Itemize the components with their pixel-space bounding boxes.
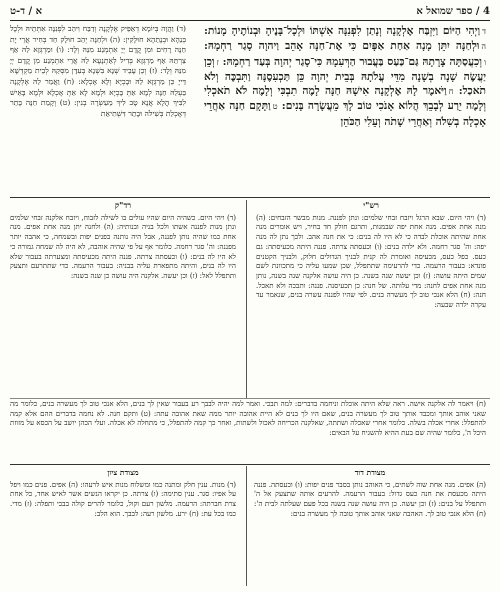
column-separator bbox=[246, 466, 247, 586]
radak-title: רד"ק bbox=[114, 201, 132, 210]
section-divider bbox=[10, 197, 490, 198]
radak-column bbox=[10, 201, 236, 397]
column-separator bbox=[246, 200, 247, 398]
metzudat-tzion-text: (ד) מנות. ענין חלק ומתנה כמו ומשלוח מנות איש לרעהו: (ה) אפים. פנים כמו ויפל על אפיו: סגר. ענין סתימה: (ו) צרתה. כן יקראו הנשים אשר לאיש אחד, כל אחת צרת חברתה: הרעמה. מלשון רעם וקול, כלומר להרים קולה בבכי ותפלה: (ז) מדי. כמו בכל עת: (ח) ירע. מלשון רעה: לבבך. הוא הלב: bbox=[10, 479, 236, 518]
rashi-text: (ד) ויהי היום. שבא הרגל ויזבח זבחי שלמים: ונתן לפננה. מנות מבשר הזבחים: (ה) מנה אחת אפים. מנה אחת יפה שבמנות, ותרגם חולק חד בחיר, ויש אומרים מנה אחת שהיתה אוכלת לבדה כי לא היו לה בנים: כי את חנה אהב. ולכך נתן לה מנה יפה: וה' סגר רחמה. ולא ילדה בנים: (ו) וכעסתה צרתה. פננה היתה מכעיסתה: גם כעס. כפל כעס, מכעיסה ואומרת לה קנית לבניך הגדולים חלוק, ולבניך הקטנים פונדא: בעבור הרעמה. כדי להרעימה שתתפלל, שכן שמעו עליה כי מתכוונת לשם שמים היתה עושה: (ז) וכן יעשה שנה בשנה. כן היה עושה אלקנה שנה בשנה, נותן מנה אחת אפים לחנה: מדי עלותה. של חנה: כן תכעיסנה. פננה: ותבכה ולא תאכל. חנה: (ח) הלא אנכי טוב לך מעשרה בנים. לפי שהיו לפננה עשרה בנים, שנאמר עד עקרה ילדה שבעה: bbox=[256, 212, 486, 310]
metzudat-david-column bbox=[254, 467, 486, 585]
page-label: 4 / ספר שמואל א bbox=[416, 6, 490, 17]
verse-text: וּלְחַנָּה יִתֵּן מָנָה אַחַת אַפָּיִם כִּי אֶת־חַנָּה אָהֵב וַיהוָה סָגַר רַחְמָהּ: bbox=[204, 40, 480, 53]
section-divider bbox=[10, 464, 490, 465]
rashi-title: רש"י bbox=[363, 201, 379, 210]
metzudat-tzion-title: מצודת ציון bbox=[107, 468, 139, 477]
verse-number: ה bbox=[481, 42, 486, 52]
verse-number: ח bbox=[448, 87, 454, 97]
metzudat-tzion-column bbox=[10, 467, 236, 585]
continued-commentary: (ח) ויאמר לה אלקנה אישה. ראה שלא היתה אוכלת וניחמה בדברים: למה תבכי. ואמר למה יהיה לבבך רע בעבור שאין לך בנים, הלא אנכי טוב לך מעשרה בנים, כלומר מה שאני אוהב אותך ומכבד אותך טוב לך מעשרה בנים, שאם היו לך בנים לא היית אהובה יותר ממה שאת אהובה עתה: (ט) ותקם חנה. לא נחמה בדברים ההם אלא קמה להתפלל: אחרי אכלה בשלה. כלומר אחרי שאכלה ושתתה, שאלקנה הכריחה לאכול ולשתות, ואחר כך קמה להתפלל, כי מתחלה לא אכלה. ועלי הכהן יושב על הכסא על מזוזת היכל ה', כלומר שהיה שם בעת ההיא להשגיח על הבאים: bbox=[10, 399, 486, 438]
radak-text: (ד) ויהי היום. כשהיה היום שהיו עולים בו לשילה לזבוח, ויזבח אלקנה זבחי שלמים ונתן מנות לפננה אשתו ולכל בניה ובנותיה: (ה) ולחנה יתן מנה אחת אפים. מנה אחת כמו שהיה נותן לפננה, אבל היה נותנה בפנים יפות ובשמחה, כי אהבה יותר מפננה: וה' סגר רחמה. כלומר אף על פי שהיה אוהבה, לא היה לה שמחה גמורה כי לא היו לה בנים: (ו) וכעסתה צרתה. פננה היתה מכעיסתה ומצערתה בעבור שלא היו לה בנים, והיתה מתפארת עליה בבניה: בעבור הרעמה. כדי שתתרעם ותצעק ותתפלל לאל: (ז) וכן יעשה. אלקנה היה עושה כן שנה בשנה: bbox=[10, 212, 236, 280]
metzudat-david-text: (ה) אפים. מנה אחת שוה לשתים, כי האוהב נותן בסבר פנים יפות: (ו) וכעסתה. פננה היתה מכעסת את חנה כעס גדול: בעבור הרעמה. להרעים אותה שתצעק אל ה' ותתפלל על בנים: (ז) וכן יעשה. כן היה עושה שנה בשנה בכל פעם שעלתה לבית ה': (ח) הלא אנכי טוב לך. האהבה שאני אוהב אותך טובה לך מעשרה בנים: bbox=[254, 479, 486, 518]
verse-text: וַיְהִי הַיּוֹם וַיִּזְבַּח אֶלְקָנָה וְנָתַן לִפְנִנָּה אִשְׁתּוֹ וּלְכָל־בָּנֶיהָ וּבְנוֹתֶיהָ מָנוֹת: bbox=[204, 25, 481, 37]
verse-number: ו bbox=[483, 57, 486, 67]
verse-text: וְכִעֲסַתָּה צָרָתָהּ גַּם־כַּעַס בַּעֲבוּר הַרְּעִמָהּ כִּי־סָגַר יְהוָה בְּעַד רַחְמָהּ: bbox=[218, 55, 482, 68]
verse-number: ט bbox=[272, 102, 278, 112]
verse-text: וַתָּקָם חַנָּה אַחֲרֵי אָכְלָה בְשִׁלֹה וְאַחֲרֵי שָׁתֹה וְעֵלִי הַכֹּהֵן bbox=[204, 100, 486, 128]
targum-commentary: (ד) וַהֲוָה בְּיוֹמָא דְאַפֵּיק אֶלְקָנָה וְדַבַּח וִיהַב לִפְנִנָּה אִתְּתֵיהּ וּלְכָל בְּנַהָא וּבְנָתַהָא חוּלָקִין: (ה) וּלְחַנָּה יְהַב חוּלָק חַד בְּחִיר אֲרֵי יָת חַנָּה רָחִים וּמִן קֳדָם יְיָ אִתְמְנַע מִנַּהּ וְלָד: (ו) וּמַרְגְּזָא לַהּ אַף צַרְתַּהּ אַף מַרְגְּזָא בְּדִיל לְאַתְנָעָא לַהּ אֲרֵי אִתְמְנַע מִן קֳדָם יְיָ מִנַּהּ וְלָד: (ז) וְכֵן עָבֵיד שְׁנָא בִּשְׁנָא בְּעִדָּן מִסְּקַהּ לְבֵית מַקְדְּשָׁא דַּייָ כֵּן מַרְגְּזָא לַהּ וּבָכְיָא וְלָא אָכְלָא: (ח) וַאֲמַר לַהּ אֶלְקָנָה בַּעְלַהּ חַנָּה לְמָא אַתְּ בָּכְיָא וּלְמָא לָא אַתְּ אָכְלָא וּלְמָא בָּאֵישׁ לִבִּיךְ הֲלָא אֲנָא טָב לִיךְ מֵעַשְׂרָה בְנִין: (ט) וְקָמַת חַנָּה בָּתַר דְּאָכְלַת בְּשִׁילֹה וּבָתַר דִּשְׁתִיאַת bbox=[10, 24, 186, 118]
metzudat-david-title: מצודת דוד bbox=[354, 468, 386, 477]
verse-number: ד bbox=[482, 27, 486, 36]
verse-number: ז bbox=[216, 57, 219, 67]
page-header bbox=[10, 6, 490, 21]
biblical-text bbox=[204, 24, 486, 194]
verse-text: וַיֹּאמֶר לָהּ אֶלְקָנָה אִישָׁהּ חַנָּה לָמֶה תִבְכִּי וְלָמֶה לֹא תֹאכְלִי וְלָמֶה יֵרַע לְבָבֵךְ הֲלוֹא אָנֹכִי טוֹב לָךְ מֵעֲשָׂרָה בָּנִים: bbox=[204, 85, 486, 113]
verse-text: וְכֵן יַעֲשֶׂה שָׁנָה בְשָׁנָה מִדֵּי עֲלֹתָהּ בְּבֵית יְהוָה כֵּן תַּכְעִסֶנָּה וַתִּבְכֶּה וְלֹא תֹאכַל: bbox=[204, 55, 486, 98]
rashi-column bbox=[256, 201, 486, 397]
chapter-reference: א / ד-ט bbox=[10, 6, 43, 17]
